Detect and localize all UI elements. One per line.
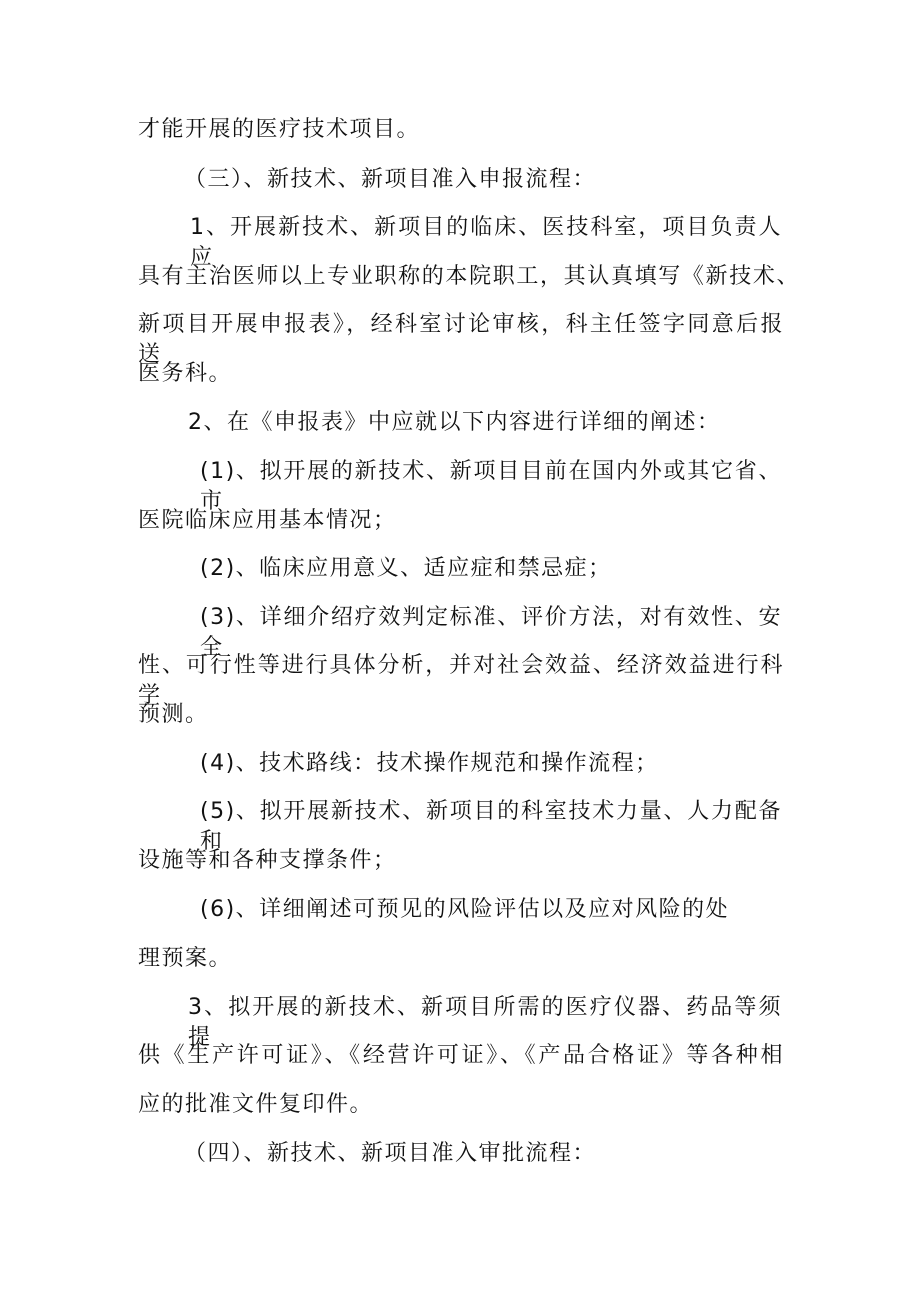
text-line: 性、可行性等进行具体分析，并对社会效益、经济效益进行科学 <box>138 653 784 708</box>
text-line: (6)、详细阐述可预见的风险评估以及应对风险的处 <box>200 897 730 922</box>
text-line: (4)、技术路线：技术操作规范和操作流程； <box>200 751 659 776</box>
text-line: 应的批准文件复印件。 <box>138 1092 374 1117</box>
text-line: 理预案。 <box>138 946 233 971</box>
text-line: 3、拟开展的新技术、新项目所需的医疗仪器、药品等须提 <box>188 995 782 1050</box>
text-line: 新项目开展申报表》，经科室讨论审核，科主任签字同意后报送 <box>138 312 784 367</box>
text-line: 2、在《申报表》中应就以下内容进行详细的阐述： <box>188 410 721 435</box>
text-line: (3)、详细介绍疗效判定标准、评价方法，对有效性、安全 <box>200 605 782 660</box>
text-line: 预测。 <box>138 702 209 727</box>
section-heading: （四）、新技术、新项目准入审批流程： <box>184 1141 597 1166</box>
text-line: 1、开展新技术、新项目的临床、医技科室，项目负责人应 <box>190 215 782 270</box>
text-line: 才能开展的医疗技术项目。 <box>138 117 421 142</box>
text-line: (2)、临床应用意义、适应症和禁忌症； <box>200 556 612 581</box>
text-line: 设施等和各种支撑条件； <box>138 848 397 873</box>
text-line: 供《生产许可证》、《经营许可证》、《产品合格证》等各种相 <box>138 1043 784 1068</box>
text-line: 医务科。 <box>138 361 233 386</box>
text-line: (1)、拟开展的新技术、新项目目前在国内外或其它省、市 <box>200 459 782 514</box>
section-heading: （三）、新技术、新项目准入申报流程： <box>184 167 597 192</box>
text-line: (5)、拟开展新技术、新项目的科室技术力量、人力配备和 <box>200 799 782 854</box>
text-line: 具有主治医师以上专业职称的本院职工，其认真填写《新技术、 <box>138 264 800 289</box>
text-line: 医院临床应用基本情况； <box>138 508 397 533</box>
